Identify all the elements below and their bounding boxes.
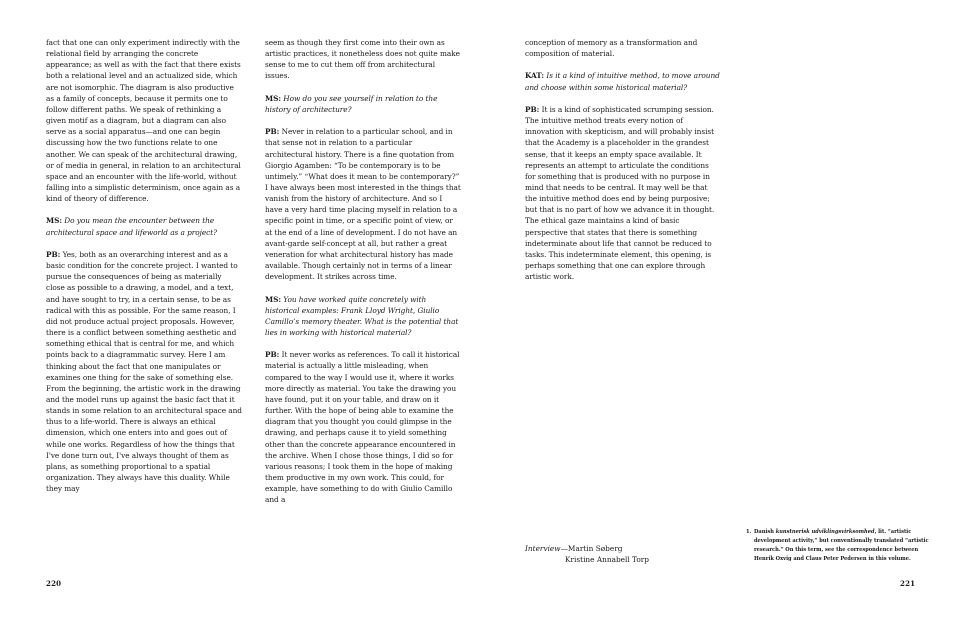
answer-paragraph xyxy=(265,349,461,505)
credit-author-2: Kristine Annabell Torp xyxy=(565,555,650,565)
footnote-term: kunstnerisk udviklingsvirksomhed xyxy=(775,529,875,535)
credit-line-2 xyxy=(525,554,649,565)
speaker-label: MS: xyxy=(265,93,281,103)
credit-author-1: Martin Søberg xyxy=(567,544,623,553)
speaker-label: PB: xyxy=(265,350,280,360)
left-page-column xyxy=(46,37,242,506)
answer-paragraph xyxy=(525,104,721,283)
credit-dash: — xyxy=(560,544,568,553)
question-paragraph xyxy=(265,294,461,339)
answer-text: It is a kind of sophisticated scrumping session. The intuitive method treats every notion of innovation with skepticism, and will probably insist that the Academy is a placeholder in the grandest sense, that it keeps an empty space available. It represents an attempt to articulate the conditions for something that is produced with no purpose in mind that needs to be central. It may well be that the intuitive method does end by being purposive; but that is no part of how we advance it in thought. The ethical gaze maintains a kind of basic perspective that states that there is something indeterminate about life that cannot be reduced to tasks. This indeterminate element, this opening, is perhaps something that one can explore through artistic work. xyxy=(525,104,715,282)
question-paragraph xyxy=(265,93,461,115)
speaker-label: KAT: xyxy=(525,71,545,81)
page-number-right: 221 xyxy=(900,579,916,588)
speaker-label: MS: xyxy=(46,216,62,226)
footnote-lead: Danish xyxy=(754,529,776,535)
question-paragraph xyxy=(46,215,242,237)
page-number-left: 220 xyxy=(46,579,62,588)
interview-credit xyxy=(525,543,649,565)
question-text: You have worked quite concretely with historical examples: Frank Lloyd Wright, Giulio Camillo’s memory theater. What is the potential that lies in working with historical material? xyxy=(265,294,459,338)
footnote-body xyxy=(746,528,936,564)
answer-text: It never works as references. To call it historical material is actually a little misleading, when compared to the way I would use it, where it works more directly as material. You take the drawing you have found, put it on your table, and draw on it further. With the hope of being able to examine the diagram that you thought you could glimpse in the drawing, and perhaps cause it to yield something other than the concrete appearance encountered in the archive. When I chose those things, I did so for various reasons; I took them in the hope of making them productive in my own work. This could, for example, have something to do with Giulio Camillo and a xyxy=(265,350,460,505)
question-paragraph xyxy=(525,70,721,92)
paragraph-text: conception of memory as a transformation and composition of material. xyxy=(525,38,698,59)
paragraph-text: fact that one can only experiment indirectly with the relational field by arranging the concrete appearance; as well as with the fact that there exists both a relational level and an actualized side, which are not isomorphic. The diagram is also productive as a family of concepts, because it permits one to follow different paths. We speak of rethinking a given motif as a diagram, but a diagram can also serve as a social apparatus—and one can begin discussing how the two functions relate to one another. We can speak of the architectural drawing, or of media in general, in relation to an architectural space and an encounter with the life-world, without falling into a simplistic determinism, once again as a kind of theory of difference. xyxy=(46,38,241,204)
question-text: Is it a kind of intuitive method, to move around and choose within some historical material? xyxy=(525,71,720,92)
answer-text: Never in relation to a particular school, and in that sense not in relation to a particular architectural history. There is a fine quotation from Giorgio Agamben: “To be contemporary is to be untimely.” “What does it mean to be contemporary?” I have always been most interested in the things that vanish from the history of architecture. And so I have a very hard time placing myself in relation to a specific point in time, or a specific point of view, or at the end of a line of development. I do not have an avant-garde self-concept at all, but rather a great veneration for what architectural history has made available. Though certainly not in terms of a linear development. It strikes across time. xyxy=(265,127,461,282)
paragraph-text: seem as though they first come into their own as artistic practices, it nonetheless does not quite make sense to me to cut them off from architectural issues. xyxy=(265,38,460,81)
footnote-text: , lit. “artistic development activity,” but conventionally translated “artistic research.” On this term, see the correspondence between Henrik Oxvig and Claus Peter Pedersen in this volume. xyxy=(754,529,929,562)
footnote-number: 1. xyxy=(746,529,752,535)
credit-line-1 xyxy=(525,543,649,554)
left-page-column-2 xyxy=(265,37,461,517)
speaker-label: PB: xyxy=(265,127,280,137)
credit-label: Interview xyxy=(525,544,561,553)
paragraph xyxy=(265,37,461,82)
answer-text: Yes, both as an overarching interest and as a basic condition for the concrete project. I wanted to pursue the consequences of being as materially close as possible to a drawing, a model, and a text, and have sought to try, in a certain sense, to be as radical with this as possible. For the same reason, I did not produce actual project proposals. However, there is a conflict between something aesthetic and something ethical that is central for me, and which points back to a diagrammatic survey. Here I am thinking about the fact that one manipulates or examines one thing for the sake of something else. From the beginning, the artistic work in the drawing and the model runs up against the basic fact that it stands in some relation to an architectural space and thus to a life-world. There is always an ethical dimension, which one enters into and goes out of while one works. Regardless of how the things that I've done turn out, I've always thought of them as plans, as something proportional to a spatial organization. They always have this duality. While they may xyxy=(46,249,242,494)
speaker-label: PB: xyxy=(46,249,61,259)
speaker-label: MS: xyxy=(265,294,281,304)
answer-paragraph xyxy=(46,249,242,494)
paragraph xyxy=(525,37,721,59)
footnote xyxy=(746,528,936,564)
right-page-column xyxy=(525,37,721,294)
answer-paragraph xyxy=(265,126,461,282)
question-text: Do you mean the encounter between the architectural space and lifeworld as a project? xyxy=(46,216,217,237)
question-text: How do you see yourself in relation to the history of architecture? xyxy=(265,93,438,114)
speaker-label: PB: xyxy=(525,104,540,114)
paragraph xyxy=(46,37,242,204)
